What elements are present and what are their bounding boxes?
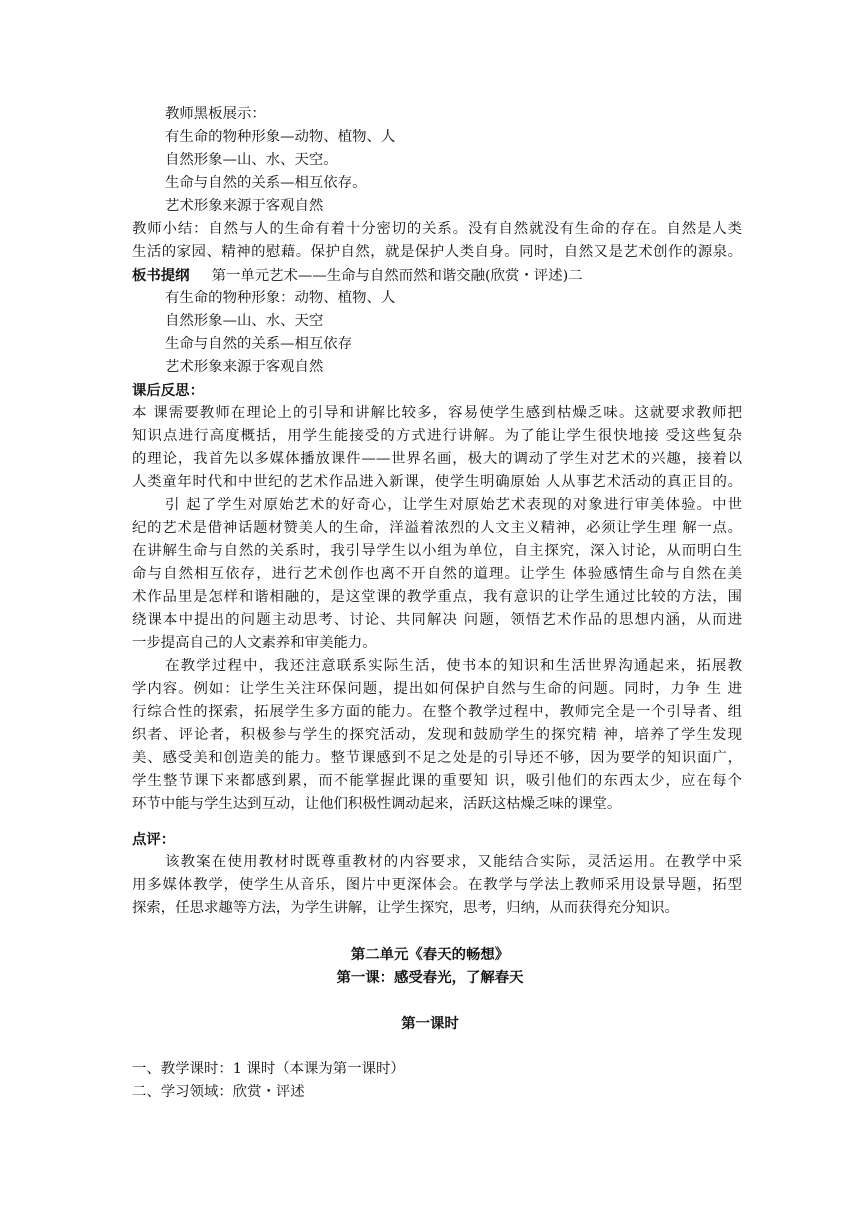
- comment-line: 探索，任思求趣等方法，为学生讲解，让学生探究，思考，归纳，从而获得充分知识。: [132, 900, 679, 916]
- lesson-title: 第一课：感受春光，了解春天: [336, 969, 524, 986]
- blackboard-title: 教师黑板展示：: [165, 106, 266, 122]
- board-outline-item: 有生命的物种形象：动物、植物、人: [165, 290, 396, 306]
- unit-item: 二、学习领域：欣赏・评述: [132, 1084, 305, 1100]
- board-outline-item: 自然形象—山、水、天空: [165, 313, 324, 329]
- reflection-line: 织者、评论者，积极参与学生的探究活动，发现和鼓励学生的探究精 神，培养了学生发现: [132, 727, 742, 743]
- board-outline-label: 板书提纲: [132, 267, 190, 284]
- reflection-line: 绕课本中提出的问题主动思考、讨论、共同解决 问题，领悟艺术作品的思想内涵，从而进: [132, 612, 742, 628]
- summary-line: 生活的家园、精神的慰藉。保护自然，就是保护人类自身。同时，自然又是艺术创作的源泉。: [132, 244, 742, 260]
- reflection-line: 人类童年时代和中世纪的艺术作品进入新课，使学生明确原始 人从事艺术活动的真正目的。: [132, 474, 742, 490]
- summary-line: 教师小结：自然与人的生命有着十分密切的关系。没有自然就没有生命的存在。自然是人类: [132, 221, 742, 237]
- reflection-label: 课后反思：: [132, 382, 204, 399]
- board-outline-heading-row: [132, 264, 742, 287]
- reflection-line: 知识点进行高度概括，用学生能接受的方式进行讲解。为了能让学生很快地接 受这些复杂: [132, 428, 742, 444]
- unit-title: 第二单元《春天的畅想》: [350, 946, 510, 963]
- reflection-line: 纪的艺术是借神话题材赞美人的生命，洋溢着浓烈的人文主义精神，必须让学生理 解一点。: [132, 520, 742, 536]
- reflection-line: 本 课需要教师在理论上的引导和讲解比较多，容易使学生感到枯燥乏味。这就要求教师把: [132, 405, 742, 421]
- board-outline-heading: 第一单元艺术——生命与自然而然和谐交融(欣赏・评述)二: [211, 268, 583, 284]
- reflection-line: 美、感受美和创造美的能力。整节课感到不足之处是的引导还不够，因为要学的知识面广，: [132, 750, 742, 766]
- comment-label: 点评：: [132, 831, 176, 848]
- reflection-line: 在教学过程中，我还注意联系实际生活，使书本的知识和生活世界沟通起来，拓展教: [165, 658, 742, 674]
- board-outline-item: 生命与自然的关系—相互依存: [165, 336, 353, 352]
- blackboard-item: 自然形象—山、水、天空。: [165, 152, 338, 168]
- reflection-line: 行综合性的探索，拓展学生多方面的能力。在整个教学过程中，教师完全是一个引导者、组: [132, 704, 742, 720]
- reflection-line: 引 起了学生对原始艺术的好奇心，让学生对原始艺术表现的对象进行审美体验。中世: [165, 497, 742, 513]
- comment-line: 用多媒体教学，使学生从音乐，图片中更深体会。在教学与学法上教师采用设景导题，拓型: [132, 877, 742, 893]
- reflection-line: 命与自然相互依存，进行艺术创作也离不开自然的道理。让学生 体验感情生命与自然在美: [132, 566, 742, 582]
- blackboard-item: 艺术形象来源于客观自然: [165, 198, 324, 214]
- blackboard-item: 有生命的物种形象—动物、植物、人: [165, 129, 396, 145]
- reflection-line: 一步提高自己的人文素养和审美能力。: [132, 635, 377, 651]
- board-outline-item: 艺术形象来源于客观自然: [165, 359, 324, 375]
- unit-item: 一、教学课时：1 课时（本课为第一课时）: [132, 1061, 405, 1077]
- reflection-line: 在讲解生命与自然的关系时，我引导学生以小组为单位，自主探究，深入讨论，从而明白生: [132, 543, 742, 559]
- reflection-line: 术作品里是怎样和谐相融的，是这堂课的教学重点，我有意识的让学生通过比较的方法，围: [132, 589, 742, 605]
- reflection-line: 环节中能与学生达到互动，让他们积极性调动起来，活跃这枯燥乏味的课堂。: [132, 796, 622, 812]
- reflection-line: 学内容。例如：让学生关注环保问题，提出如何保护自然与生命的问题。同时，力争 生 进: [132, 681, 742, 697]
- blackboard-item: 生命与自然的关系—相互依存。: [165, 175, 367, 191]
- reflection-line: 的理论，我首先以多媒体播放课件——世界名画，极大的调动了学生对艺术的兴趣，接着以: [132, 451, 742, 467]
- comment-line: 该教案在使用教材时既尊重教材的内容要求，又能结合实际，灵活运用。在教学中采: [165, 854, 742, 870]
- reflection-line: 学生整节课下来都感到累，而不能掌握此课的重要知 识，吸引他们的东西太少，应在每个: [132, 773, 742, 789]
- period-title: 第一课时: [401, 1015, 459, 1032]
